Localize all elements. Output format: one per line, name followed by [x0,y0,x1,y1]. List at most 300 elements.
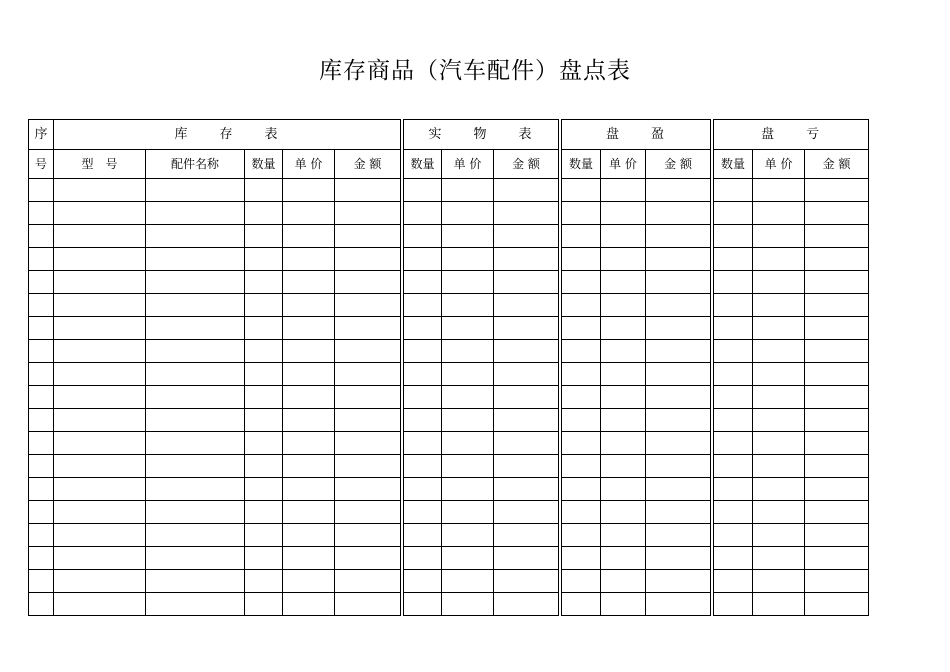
deficit-qty-cell[interactable] [714,593,753,616]
surplus-unit-price-cell[interactable] [601,225,646,248]
seq-cell[interactable] [29,432,54,455]
table-row [29,317,869,340]
actual-unit-price-cell[interactable] [442,409,494,432]
seq-cell[interactable] [29,225,54,248]
actual-group-header: 实 物 表 [404,120,559,150]
surplus-qty-cell[interactable] [562,409,601,432]
deficit-amount-cell[interactable] [805,524,869,547]
surplus-unit-price-cell[interactable] [601,478,646,501]
part-name-cell[interactable] [146,363,245,386]
seq-cell[interactable] [29,248,54,271]
surplus-qty-cell[interactable] [562,248,601,271]
inventory-qty-cell[interactable] [245,202,283,225]
seq-cell[interactable] [29,179,54,202]
inventory-unit-price-cell[interactable] [283,317,335,340]
seq-cell[interactable] [29,547,54,570]
actual-qty-cell[interactable] [404,593,442,616]
inventory-qty-cell[interactable] [245,294,283,317]
deficit-unit-price-cell[interactable] [753,432,805,455]
deficit-unit-price-cell[interactable] [753,340,805,363]
deficit-amount-cell[interactable] [805,248,869,271]
surplus-unit-price-cell[interactable] [601,432,646,455]
inventory-amount-cell[interactable] [335,478,401,501]
part-name-cell[interactable] [146,432,245,455]
model-cell[interactable] [54,478,146,501]
actual-qty-cell[interactable] [404,248,442,271]
inventory-amount-cell[interactable] [335,202,401,225]
deficit-unit-price-cell[interactable] [753,294,805,317]
surplus-unit-price-cell[interactable] [601,593,646,616]
deficit-unit-price-cell[interactable] [753,524,805,547]
actual-unit-price-cell[interactable] [442,547,494,570]
actual-unit-price-cell[interactable] [442,570,494,593]
surplus-qty-cell[interactable] [562,455,601,478]
surplus-unit-price-cell[interactable] [601,363,646,386]
seq-cell[interactable] [29,478,54,501]
surplus-amount-cell[interactable] [646,386,711,409]
surplus-unit-price-cell[interactable] [601,409,646,432]
surplus-qty-cell[interactable] [562,570,601,593]
actual-unit-price-cell[interactable] [442,478,494,501]
inventory-amount-cell[interactable] [335,225,401,248]
actual-amount-cell[interactable] [494,409,559,432]
inventory-unit-price-cell[interactable] [283,524,335,547]
deficit-qty-cell[interactable] [714,202,753,225]
surplus-amount-cell[interactable] [646,547,711,570]
deficit-qty-cell[interactable] [714,340,753,363]
inventory-qty-cell[interactable] [245,570,283,593]
actual-qty-cell[interactable] [404,386,442,409]
surplus-qty-cell[interactable] [562,547,601,570]
deficit-unit-price-cell[interactable] [753,547,805,570]
surplus-unit-price-cell[interactable] [601,317,646,340]
inventory-unit-price-cell[interactable] [283,570,335,593]
inventory-amount-cell[interactable] [335,340,401,363]
inventory-qty-cell[interactable] [245,225,283,248]
part-name-cell[interactable] [146,248,245,271]
surplus-unit-price-cell[interactable] [601,524,646,547]
surplus-qty-cell[interactable] [562,478,601,501]
inventory-unit-price-cell[interactable] [283,432,335,455]
inventory-unit-price-cell[interactable] [283,340,335,363]
surplus-amount-cell[interactable] [646,340,711,363]
actual-unit-price-cell[interactable] [442,340,494,363]
deficit-qty-cell[interactable] [714,363,753,386]
model-cell[interactable] [54,409,146,432]
actual-unit-price-cell[interactable] [442,524,494,547]
deficit-amount-cell[interactable] [805,271,869,294]
part-name-cell[interactable] [146,271,245,294]
actual-qty-cell[interactable] [404,455,442,478]
actual-qty-cell[interactable] [404,524,442,547]
actual-amount-header: 金 额 [494,150,559,179]
actual-unit-price-cell[interactable] [442,202,494,225]
inventory-qty-cell[interactable] [245,317,283,340]
surplus-amount-cell[interactable] [646,179,711,202]
actual-amount-cell[interactable] [494,179,559,202]
part-name-cell[interactable] [146,501,245,524]
actual-unit-price-cell[interactable] [442,455,494,478]
deficit-unit-price-cell[interactable] [753,271,805,294]
inventory-qty-cell[interactable] [245,340,283,363]
inventory-amount-cell[interactable] [335,179,401,202]
inventory-unit-price-cell[interactable] [283,455,335,478]
inventory-qty-header: 数量 [245,150,283,179]
actual-amount-cell[interactable] [494,432,559,455]
surplus-amount-cell[interactable] [646,432,711,455]
model-cell[interactable] [54,386,146,409]
deficit-unit-price-cell[interactable] [753,386,805,409]
deficit-amount-cell[interactable] [805,593,869,616]
actual-unit-price-cell[interactable] [442,501,494,524]
deficit-unit-price-cell[interactable] [753,455,805,478]
deficit-amount-cell[interactable] [805,455,869,478]
deficit-unit-price-cell[interactable] [753,202,805,225]
part-name-cell[interactable] [146,225,245,248]
seq-cell[interactable] [29,386,54,409]
surplus-qty-cell[interactable] [562,179,601,202]
inventory-amount-cell[interactable] [335,524,401,547]
seq-cell[interactable] [29,317,54,340]
surplus-qty-cell[interactable] [562,386,601,409]
part-name-cell[interactable] [146,340,245,363]
inventory-amount-cell[interactable] [335,432,401,455]
actual-unit-price-cell[interactable] [442,225,494,248]
table-row [29,271,869,294]
part-name-cell[interactable] [146,524,245,547]
surplus-amount-cell[interactable] [646,478,711,501]
table-row [29,294,869,317]
seq-cell[interactable] [29,340,54,363]
deficit-unit-price-cell[interactable] [753,363,805,386]
table-row [29,225,869,248]
inventory-amount-cell[interactable] [335,294,401,317]
actual-unit-price-header: 单 价 [442,150,494,179]
inventory-unit-price-cell[interactable] [283,202,335,225]
surplus-unit-price-cell[interactable] [601,294,646,317]
inventory-unit-price-cell[interactable] [283,225,335,248]
surplus-amount-cell[interactable] [646,593,711,616]
deficit-amount-cell[interactable] [805,501,869,524]
deficit-unit-price-cell[interactable] [753,478,805,501]
inventory-unit-price-cell[interactable] [283,501,335,524]
actual-unit-price-cell[interactable] [442,432,494,455]
actual-qty-cell[interactable] [404,501,442,524]
inventory-unit-price-cell[interactable] [283,547,335,570]
model-cell[interactable] [54,501,146,524]
seq-cell[interactable] [29,455,54,478]
actual-amount-cell[interactable] [494,294,559,317]
inventory-qty-cell[interactable] [245,386,283,409]
surplus-qty-cell[interactable] [562,271,601,294]
actual-qty-cell[interactable] [404,271,442,294]
deficit-amount-cell[interactable] [805,202,869,225]
inventory-qty-cell[interactable] [245,409,283,432]
part-name-cell[interactable] [146,570,245,593]
surplus-qty-cell[interactable] [562,363,601,386]
inventory-amount-cell[interactable] [335,409,401,432]
surplus-unit-price-cell[interactable] [601,501,646,524]
surplus-qty-cell[interactable] [562,317,601,340]
deficit-qty-cell[interactable] [714,547,753,570]
surplus-unit-price-cell[interactable] [601,202,646,225]
seq-cell[interactable] [29,570,54,593]
actual-unit-price-cell[interactable] [442,271,494,294]
actual-qty-cell[interactable] [404,478,442,501]
deficit-unit-price-cell[interactable] [753,317,805,340]
inventory-amount-cell[interactable] [335,363,401,386]
deficit-amount-header: 金 额 [805,150,869,179]
model-cell[interactable] [54,248,146,271]
surplus-unit-price-cell[interactable] [601,340,646,363]
model-column-header: 型 号 [54,150,146,179]
actual-qty-cell[interactable] [404,225,442,248]
inventory-unit-price-cell[interactable] [283,294,335,317]
deficit-qty-cell[interactable] [714,524,753,547]
model-cell[interactable] [54,547,146,570]
inventory-unit-price-cell[interactable] [283,271,335,294]
inventory-qty-cell[interactable] [245,547,283,570]
surplus-qty-cell[interactable] [562,501,601,524]
inventory-amount-cell[interactable] [335,501,401,524]
actual-qty-cell[interactable] [404,317,442,340]
deficit-amount-cell[interactable] [805,225,869,248]
deficit-unit-price-cell[interactable] [753,409,805,432]
model-cell[interactable] [54,455,146,478]
surplus-amount-cell[interactable] [646,524,711,547]
deficit-unit-price-cell[interactable] [753,593,805,616]
deficit-qty-cell[interactable] [714,455,753,478]
deficit-qty-cell[interactable] [714,271,753,294]
actual-unit-price-cell[interactable] [442,386,494,409]
surplus-amount-cell[interactable] [646,501,711,524]
seq-cell[interactable] [29,294,54,317]
actual-unit-price-cell[interactable] [442,317,494,340]
actual-qty-cell[interactable] [404,340,442,363]
surplus-unit-price-cell[interactable] [601,386,646,409]
inventory-unit-price-cell[interactable] [283,386,335,409]
deficit-unit-price-cell[interactable] [753,225,805,248]
surplus-qty-cell[interactable] [562,593,601,616]
actual-qty-cell[interactable] [404,179,442,202]
seq-cell[interactable] [29,271,54,294]
surplus-qty-header: 数量 [562,150,601,179]
inventory-unit-price-cell[interactable] [283,478,335,501]
surplus-amount-cell[interactable] [646,248,711,271]
deficit-qty-cell[interactable] [714,570,753,593]
deficit-amount-cell[interactable] [805,478,869,501]
deficit-amount-cell[interactable] [805,340,869,363]
actual-qty-cell[interactable] [404,570,442,593]
surplus-qty-cell[interactable] [562,294,601,317]
inventory-qty-cell[interactable] [245,501,283,524]
table-row [29,432,869,455]
deficit-unit-price-cell[interactable] [753,179,805,202]
surplus-amount-cell[interactable] [646,455,711,478]
part-name-cell[interactable] [146,202,245,225]
deficit-qty-cell[interactable] [714,317,753,340]
inventory-amount-cell[interactable] [335,248,401,271]
model-cell[interactable] [54,317,146,340]
inventory-qty-cell[interactable] [245,478,283,501]
actual-amount-cell[interactable] [494,317,559,340]
surplus-amount-cell[interactable] [646,294,711,317]
actual-qty-cell[interactable] [404,432,442,455]
surplus-unit-price-cell[interactable] [601,248,646,271]
surplus-amount-cell[interactable] [646,202,711,225]
actual-qty-cell[interactable] [404,294,442,317]
actual-amount-cell[interactable] [494,202,559,225]
inventory-unit-price-cell[interactable] [283,179,335,202]
deficit-unit-price-cell[interactable] [753,501,805,524]
actual-qty-cell[interactable] [404,363,442,386]
seq-cell[interactable] [29,202,54,225]
deficit-amount-cell[interactable] [805,570,869,593]
model-cell[interactable] [54,202,146,225]
inventory-amount-cell[interactable] [335,386,401,409]
part-name-cell[interactable] [146,455,245,478]
part-name-cell[interactable] [146,294,245,317]
model-cell[interactable] [54,570,146,593]
actual-amount-cell[interactable] [494,455,559,478]
surplus-unit-price-cell[interactable] [601,570,646,593]
seq-cell[interactable] [29,409,54,432]
deficit-amount-cell[interactable] [805,547,869,570]
surplus-unit-price-cell[interactable] [601,179,646,202]
deficit-qty-cell[interactable] [714,432,753,455]
inventory-qty-cell[interactable] [245,271,283,294]
table-row [29,593,869,616]
actual-qty-cell[interactable] [404,409,442,432]
deficit-amount-cell[interactable] [805,363,869,386]
model-cell[interactable] [54,432,146,455]
actual-amount-cell[interactable] [494,225,559,248]
deficit-qty-cell[interactable] [714,225,753,248]
seq-cell[interactable] [29,501,54,524]
surplus-qty-cell[interactable] [562,524,601,547]
part-name-cell[interactable] [146,409,245,432]
actual-unit-price-cell[interactable] [442,248,494,271]
actual-amount-cell[interactable] [494,478,559,501]
actual-amount-cell[interactable] [494,570,559,593]
model-cell[interactable] [54,593,146,616]
inventory-qty-cell[interactable] [245,179,283,202]
inventory-qty-cell[interactable] [245,432,283,455]
actual-unit-price-cell[interactable] [442,294,494,317]
surplus-amount-cell[interactable] [646,317,711,340]
part-name-cell[interactable] [146,386,245,409]
surplus-unit-price-cell[interactable] [601,547,646,570]
deficit-qty-cell[interactable] [714,501,753,524]
actual-amount-cell[interactable] [494,547,559,570]
deficit-amount-cell[interactable] [805,409,869,432]
model-cell[interactable] [54,340,146,363]
actual-amount-cell[interactable] [494,501,559,524]
actual-amount-cell[interactable] [494,271,559,294]
model-cell[interactable] [54,363,146,386]
inventory-amount-cell[interactable] [335,547,401,570]
deficit-qty-cell[interactable] [714,294,753,317]
part-name-cell[interactable] [146,593,245,616]
part-name-cell[interactable] [146,547,245,570]
actual-amount-cell[interactable] [494,340,559,363]
deficit-qty-cell[interactable] [714,478,753,501]
deficit-amount-cell[interactable] [805,294,869,317]
deficit-qty-cell[interactable] [714,179,753,202]
deficit-amount-cell[interactable] [805,317,869,340]
actual-unit-price-cell[interactable] [442,363,494,386]
surplus-amount-cell[interactable] [646,363,711,386]
surplus-amount-cell[interactable] [646,225,711,248]
model-cell[interactable] [54,524,146,547]
actual-amount-cell[interactable] [494,593,559,616]
surplus-amount-cell[interactable] [646,570,711,593]
part-name-cell[interactable] [146,317,245,340]
part-name-cell[interactable] [146,478,245,501]
surplus-amount-header: 金 额 [646,150,711,179]
inventory-amount-cell[interactable] [335,271,401,294]
inventory-qty-cell[interactable] [245,455,283,478]
surplus-qty-cell[interactable] [562,225,601,248]
actual-amount-cell[interactable] [494,386,559,409]
actual-qty-cell[interactable] [404,547,442,570]
surplus-unit-price-cell[interactable] [601,455,646,478]
seq-cell[interactable] [29,524,54,547]
part-name-cell[interactable] [146,179,245,202]
deficit-qty-cell[interactable] [714,409,753,432]
inventory-amount-cell[interactable] [335,570,401,593]
inventory-qty-cell[interactable] [245,248,283,271]
model-cell[interactable] [54,294,146,317]
inventory-amount-cell[interactable] [335,593,401,616]
deficit-unit-price-cell[interactable] [753,570,805,593]
model-cell[interactable] [54,271,146,294]
inventory-qty-cell[interactable] [245,593,283,616]
inventory-unit-price-cell[interactable] [283,363,335,386]
actual-unit-price-cell[interactable] [442,179,494,202]
inventory-unit-price-cell[interactable] [283,248,335,271]
seq-cell[interactable] [29,363,54,386]
actual-unit-price-cell[interactable] [442,593,494,616]
seq-cell[interactable] [29,593,54,616]
deficit-unit-price-cell[interactable] [753,248,805,271]
deficit-qty-cell[interactable] [714,248,753,271]
deficit-amount-cell[interactable] [805,386,869,409]
surplus-qty-cell[interactable] [562,202,601,225]
inventory-unit-price-cell[interactable] [283,409,335,432]
actual-amount-cell[interactable] [494,248,559,271]
deficit-qty-cell[interactable] [714,386,753,409]
model-cell[interactable] [54,179,146,202]
deficit-amount-cell[interactable] [805,179,869,202]
actual-amount-cell[interactable] [494,363,559,386]
model-cell[interactable] [54,225,146,248]
inventory-amount-cell[interactable] [335,317,401,340]
surplus-qty-cell[interactable] [562,432,601,455]
table-row [29,524,869,547]
surplus-amount-cell[interactable] [646,271,711,294]
actual-qty-cell[interactable] [404,202,442,225]
inventory-qty-cell[interactable] [245,524,283,547]
surplus-qty-cell[interactable] [562,340,601,363]
inventory-unit-price-cell[interactable] [283,593,335,616]
deficit-amount-cell[interactable] [805,432,869,455]
inventory-amount-cell[interactable] [335,455,401,478]
inventory-qty-cell[interactable] [245,363,283,386]
actual-amount-cell[interactable] [494,524,559,547]
surplus-unit-price-cell[interactable] [601,271,646,294]
surplus-amount-cell[interactable] [646,409,711,432]
